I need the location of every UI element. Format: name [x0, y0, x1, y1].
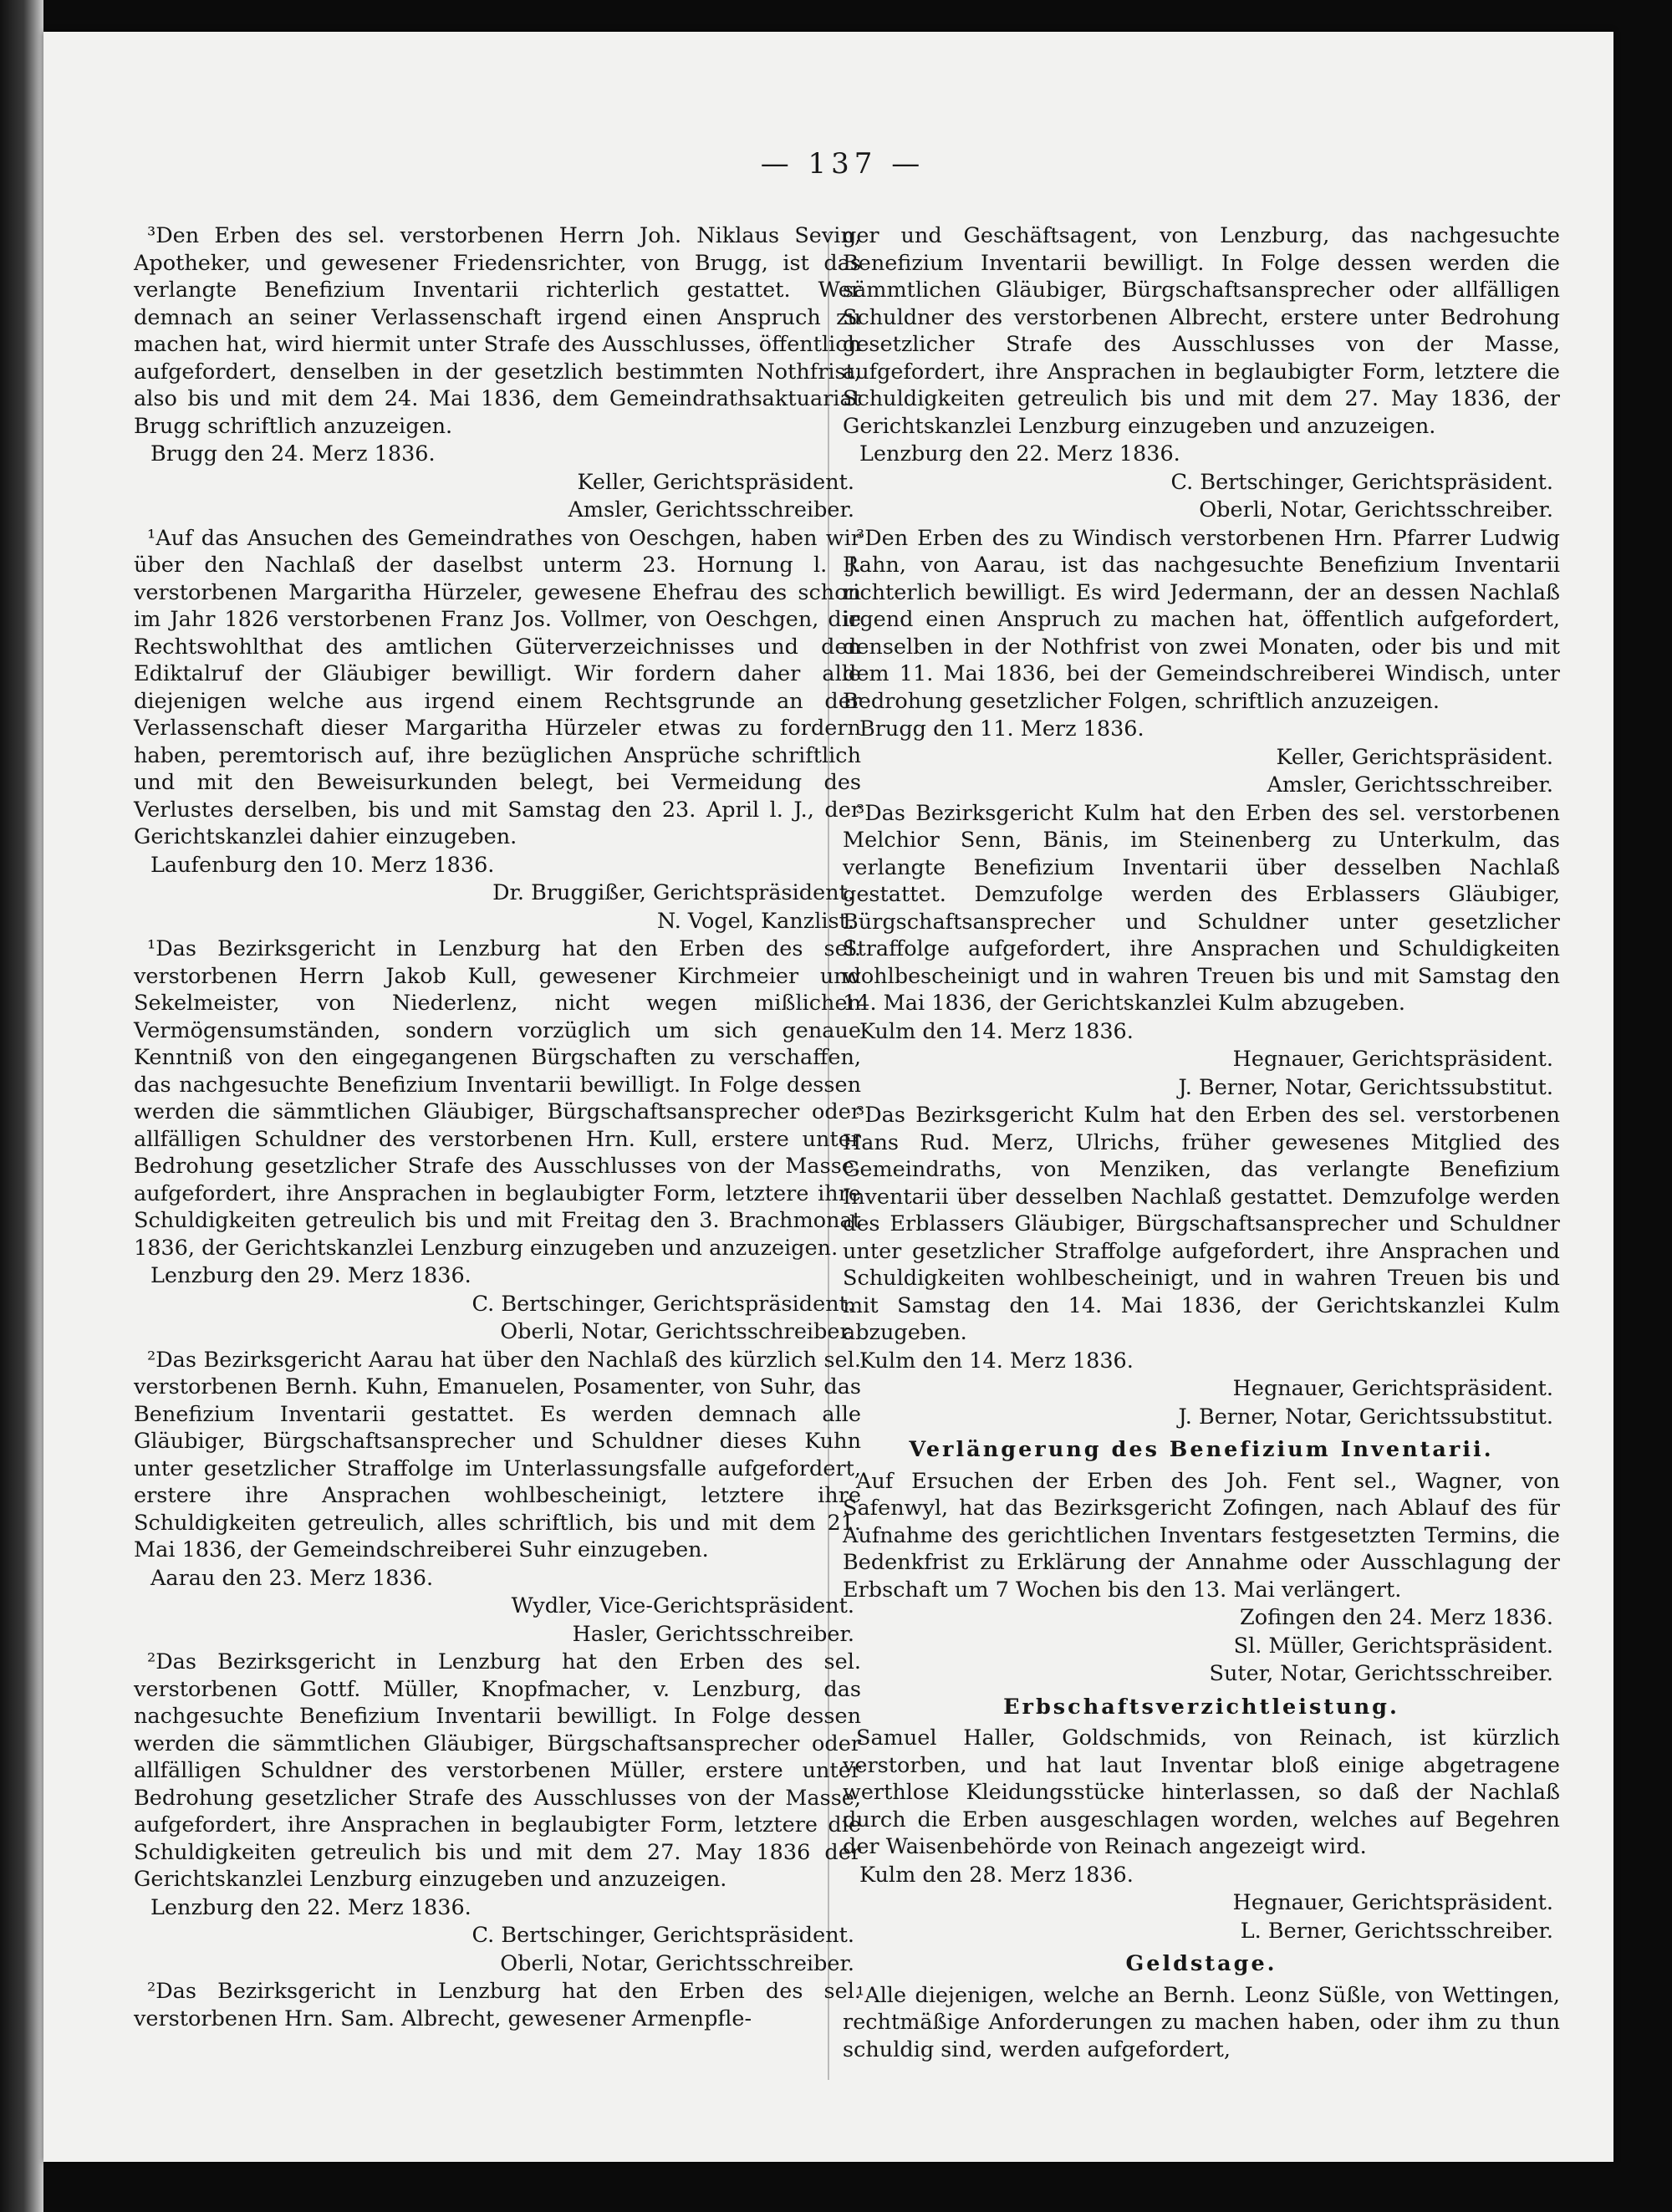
signature-line: C. Bertschinger, Gerichtspräsident.: [1170, 469, 1553, 495]
signature-line: Amsler, Gerichtsschreiber.: [568, 497, 854, 522]
notice-paragraph: ³Den Erben des sel. verstorbenen Herrn Joh. Niklaus Sevin, Apotheker, und gewesener Friedensrichter, von Brugg, ist das verlangte Benefizium Inventarii richterlich gestattet. Wer demnach an seiner Verlassenschaft irgend einen Anspruch zu machen hat, wird hiermit unter Strafe des Ausschlusses, öffentlich aufgefordert, denselben in der gesetzlich bestimmten Nothfrist, also bis und mit dem 24. Mai 1836, dem Gemeindrathsaktuariat Brugg schriftlich anzuzeigen.: [134, 223, 861, 439]
page-number: — 137 —: [760, 147, 925, 181]
place-date-line: Lenzburg den 29. Merz 1836.: [150, 1263, 472, 1288]
signature-line: Sl. Müller, Gerichtspräsident.: [1233, 1633, 1553, 1659]
place-date-line: Lenzburg den 22. Merz 1836.: [150, 1894, 472, 1920]
place-date-line: Kulm den 14. Merz 1836.: [859, 1018, 1134, 1044]
signature-line: Hegnauer, Gerichtspräsident.: [1232, 1047, 1553, 1072]
notice-paragraph: ¹Auf das Ansuchen des Gemeindrathes von Oeschgen, haben wir über den Nachlaß der daselbst unterm 23. Hornung l. J. verstorbenen Margaritha Hürzeler, gewesene Ehefrau des schon im Jahr 1826 verstorbenen Franz Jos. Vollmer, von Oeschgen, die Rechtswohlthat des amtlichen Güterverzeichnisses und den Ediktalruf der Gläubiger bewilligt. Wir fordern daher alle diejenigen welche aus irgend einem Rechtsgrunde an der Verlassenschaft dieser Margaritha Hürzeler etwas zu fordern haben, peremtorisch auf, ihre bezüglichen Ansprüche schriftlich und mit den Beweisurkunden belegt, bei Vermeidung des Verlustes derselben, bis und mit Samstag den 23. April l. J., der Gerichtskanzlei dahier einzugeben.: [134, 525, 861, 849]
place-date-line: Laufenburg den 10. Merz 1836.: [150, 852, 495, 878]
notice-paragraph: ¹Das Bezirksgericht in Lenzburg hat den Erben des sel. verstorbenen Herrn Jakob Kull, gewesener Kirchmeier und Sekelmeister, von Niederlenz, nicht wegen mißlichen Vermögensumständen, sondern vorzüglich um sich genaue Kenntniß von den eingegangenen Bürgschaften zu verschaffen, das nachgesuchte Benefizium Inventarii bewilligt. In Folge dessen werden die sämmtlichen Gläubiger, Bürgschaftsansprecher oder allfälligen Schuldner des verstorbenen Hrn. Kull, erstere unter Bedrohung gesetzlicher Strafe des Ausschlusses von der Masse, aufgefordert, ihre Ansprachen in beglaubigter Form, letztere ihre Schuldigkeiten getreulich bis und mit Freitag den 3. Brachmonat 1836, der Gerichtskanzlei Lenzburg einzugeben und anzuzeigen.: [134, 936, 861, 1261]
signature-line: Oberli, Notar, Gerichtsschreiber.: [1199, 497, 1553, 522]
place-date-line: Kulm den 28. Merz 1836.: [859, 1862, 1134, 1888]
right-column: [843, 222, 1560, 2064]
signature-line: Oberli, Notar, Gerichtsschreiber.: [500, 1319, 854, 1344]
signature-line: L. Berner, Gerichtsschreiber.: [1240, 1918, 1553, 1944]
signature-line: Amsler, Gerichtsschreiber.: [1267, 772, 1553, 798]
place-date-line: Kulm den 14. Merz 1836.: [859, 1348, 1134, 1374]
signature-line: J. Berner, Notar, Gerichtssubstitut.: [1178, 1404, 1553, 1430]
left-column: [134, 222, 861, 2033]
signature-line: Hasler, Gerichtsschreiber.: [572, 1621, 854, 1647]
signature-line: C. Bertschinger, Gerichtspräsident.: [472, 1291, 854, 1317]
signature-line: Hegnauer, Gerichtspräsident.: [1232, 1890, 1553, 1915]
text-block: ger und Geschäftsagent, von Lenzburg, das nachgesuchte Benefizium Inventarii bewilligt. In Folge dessen werden die sämmtlichen Gläubiger, Bürgschaftsansprecher oder allfälligen Schuldner des verstorbenen Albrecht, erstere unter Bedrohung gesetzlicher Strafe des Ausschlusses von der Masse, aufgefordert, ihre Ansprachen in beglaubigter Form, letztere die Schuldigkeiten getreulich bis und mit dem 27. May 1836, der Gerichtskanzlei Lenzburg einzugeben und anzuzeigen.: [843, 223, 1560, 439]
signature-line: J. Berner, Notar, Gerichtssubstitut.: [1178, 1074, 1553, 1100]
signature-line: Zofingen den 24. Merz 1836.: [1240, 1605, 1553, 1630]
signature-line: Keller, Gerichtspräsident.: [577, 469, 854, 495]
signature-line: N. Vogel, Kanzlist.: [657, 908, 854, 934]
notice-paragraph: ²Das Bezirksgericht in Lenzburg hat den Erben des sel. verstorbenen Gottf. Müller, Knopfmacher, v. Lenzburg, das nachgesuchte Benefizium Inventarii bewilligt. In Folge dessen werden die sämmtlichen Gläubiger, Bürgschaftsansprecher oder allfälligen Schuldner des verstorbenen Müller, erstere unter Bedrohung gesetzlicher Strafe des Ausschlusses von der Masse, aufgefordert, ihre Ansprachen in beglaubigter Form, letztere die Schuldigkeiten getreulich bis und mit dem 27. May 1836 der Gerichtskanzlei Lenzburg einzugeben und anzuzeigen.: [134, 1649, 861, 1892]
newspaper-page: [43, 32, 1613, 2162]
notice-paragraph: ²Das Bezirksgericht Aarau hat über den Nachlaß des kürzlich sel. verstorbenen Bernh. Kuhn, Emanuelen, Posamenter, von Suhr, das Benefizium Inventarii gestattet. Es werden demnach alle Gläubiger, Bürgschaftsansprecher und Schuldner dieses Kuhn unter gesetzlicher Straffolge im Unterlassungsfalle aufgefordert, erstere ihre Ansprachen wohlbescheinigt, letztere ihre Schuldigkeiten getreulich, alles schriftlich, bis und mit dem 21. Mai 1836, der Gemeindschreiberei Suhr einzugeben.: [134, 1347, 861, 1562]
place-date-line: Brugg den 24. Merz 1836.: [150, 441, 436, 466]
signature-line: Suter, Notar, Gerichtsschreiber.: [1209, 1661, 1553, 1686]
signature-line: Hegnauer, Gerichtspräsident.: [1232, 1376, 1553, 1401]
notice-paragraph: ¹Alle diejenigen, welche an Bernh. Leonz Süßle, von Wettingen, rechtmäßige Anforderungen zu machen haben, oder ihm zu thun schuldig sind, werden aufgefordert,: [843, 1982, 1560, 2062]
section-heading: Erbschaftsverzichtleistung.: [1003, 1694, 1399, 1720]
notice-paragraph: ³Das Bezirksgericht Kulm hat den Erben des sel. verstorbenen Hans Rud. Merz, Ulrichs, früher gewesenes Mitglied des Gemeindraths, von Menziken, das verlangte Benefizium Inventarii über desselben Nachlaß gestattet. Demzufolge werden des Erblassers Gläubiger, Bürgschaftsansprecher und Schuldner unter gesetzlicher Straffolge aufgefordert, ihre Ansprachen und Schuldigkeiten wohlbescheinigt, und in wahren Treuen bis und mit Samstag den 14. Mai 1836, der Gerichtskanzlei Kulm abzugeben.: [843, 1103, 1560, 1345]
place-date-line: Aarau den 23. Merz 1836.: [150, 1565, 434, 1591]
signature-line: Keller, Gerichtspräsident.: [1276, 744, 1553, 770]
signature-line: C. Bertschinger, Gerichtspräsident.: [472, 1923, 854, 1948]
place-date-line: Lenzburg den 22. Merz 1836.: [859, 441, 1180, 466]
notice-paragraph: Samuel Haller, Goldschmids, von Reinach, ist kürzlich verstorben, und hat laut Inventar bloß einige abgetragene werthlose Kleidungsstücke hinterlassen, so daß der Nachlaß durch die Erben ausgeschlagen worden, welches auf Begehren der Waisenbehörde von Reinach angezeigt wird.: [843, 1725, 1560, 1859]
signature-line: Dr. Bruggißer, Gerichtspräsident.: [492, 880, 854, 905]
place-date-line: Brugg den 11. Merz 1836.: [859, 716, 1144, 742]
signature-line: Wydler, Vice-Gerichtspräsident.: [511, 1593, 854, 1618]
signature-line: Oberli, Notar, Gerichtsschreiber.: [500, 1950, 854, 1976]
book-gutter: [0, 0, 43, 2212]
notice-paragraph: ³Den Erben des zu Windisch verstorbenen Hrn. Pfarrer Ludwig Rahn, von Aarau, ist das nachgesuchte Benefizium Inventarii richterlich bewilligt. Es wird Jedermann, der an dessen Nachlaß irgend einen Anspruch zu machen hat, öffentlich aufgefordert, denselben in der Nothfrist von zwei Monaten, oder bis und mit dem 11. Mai 1836, bei der Gemeindschreiberei Windisch, unter Bedrohung gesetzlicher Folgen, schriftlich anzuzeigen.: [843, 525, 1560, 714]
section-heading: Verlängerung des Benefizium Inventarii.: [909, 1437, 1494, 1462]
notice-paragraph: ²Das Bezirksgericht in Lenzburg hat den Erben des sel. verstorbenen Hrn. Sam. Albrecht, gewesener Armenpfle-: [134, 1979, 861, 2031]
notice-paragraph: ³Das Bezirksgericht Kulm hat den Erben des sel. verstorbenen Melchior Senn, Bänis, im Steinenberg zu Unterkulm, das verlangte Benefizium Inventarii über desselben Nachlaß gestattet. Demzufolge werden des Erblassers Gläubiger, Bürgschaftsansprecher und Schuldner unter gesetzlicher Straffolge aufgefordert, ihre Ansprachen und Schuldigkeiten wohlbescheinigt und in wahren Treuen bis und mit Samstag den 14. Mai 1836, der Gerichtskanzlei Kulm abzugeben.: [843, 800, 1560, 1016]
notice-paragraph: Auf Ersuchen der Erben des Joh. Fent sel., Wagner, von Safenwyl, hat das Bezirksgericht Zofingen, nach Ablauf des für Aufnahme des gerichtlichen Inventars festgesetzten Termins, die Bedenkfrist zu Erklärung der Annahme oder Ausschlagung der Erbschaft um 7 Wochen bis den 13. Mai verlängert.: [843, 1468, 1560, 1603]
section-heading: Geldstage.: [1125, 1951, 1277, 1976]
